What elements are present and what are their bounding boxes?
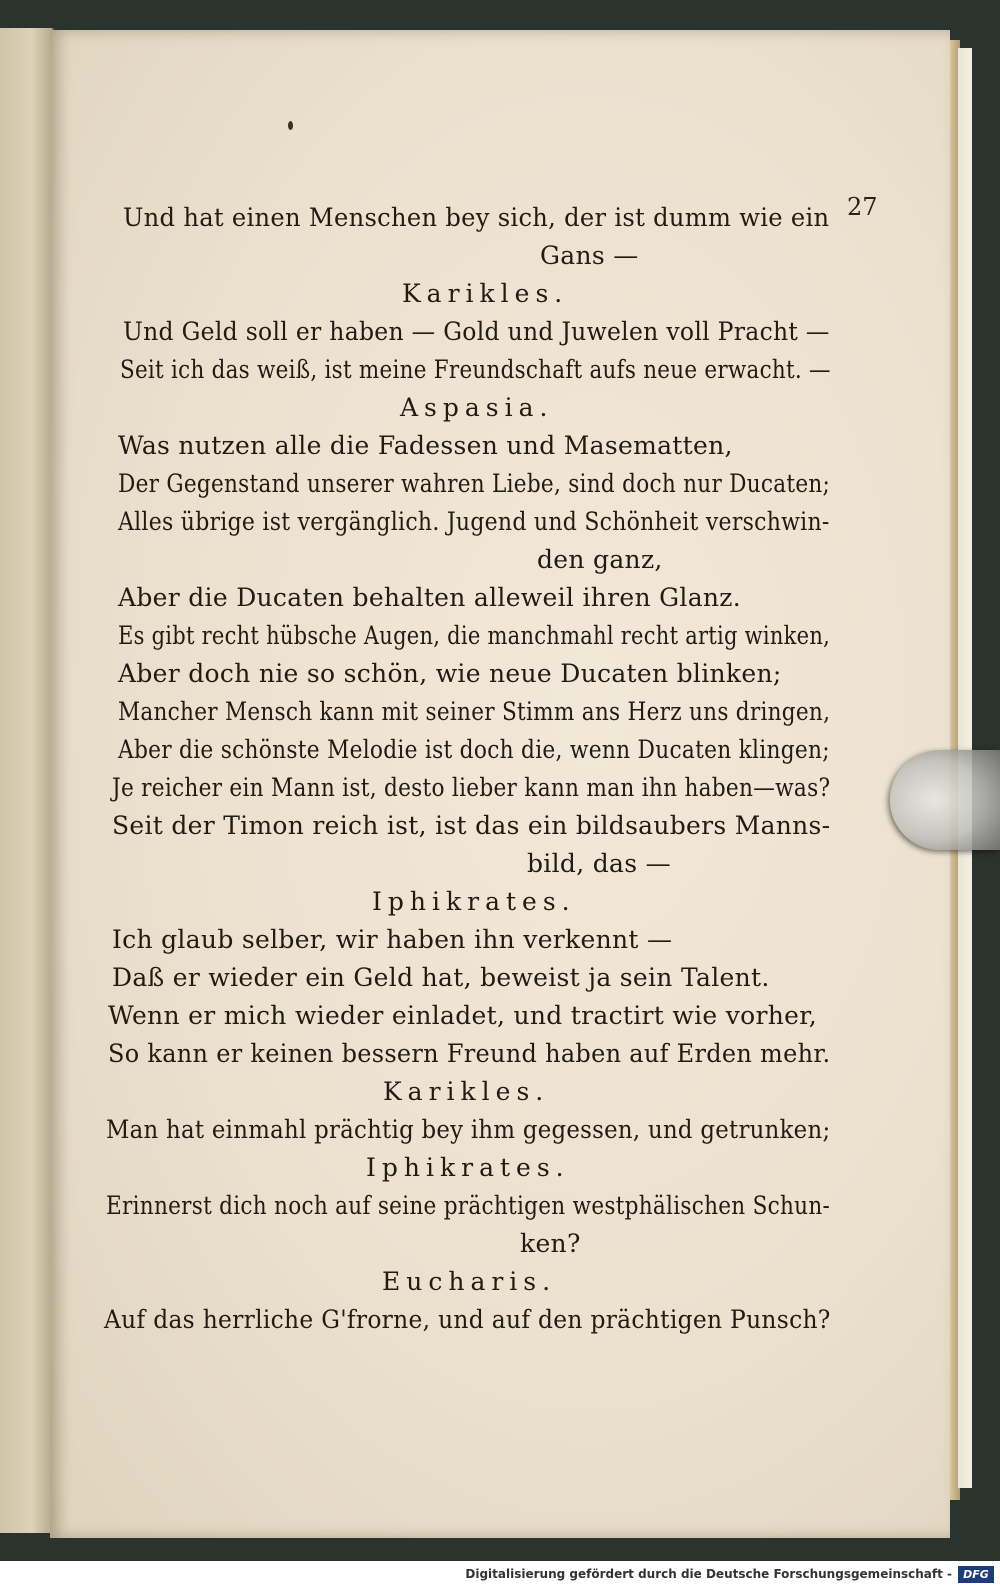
- text-line: Daß er wieder ein Geld hat, beweist ja sein Talent.: [112, 963, 770, 992]
- footer-credit: Digitalisierung gefördert durch die Deutsche Forschungsgemeinschaft -: [465, 1567, 952, 1581]
- text-line: Aber die schönste Melodie ist doch die, wenn Ducaten klingen;: [118, 735, 830, 764]
- speaker-name: Iphikrates.: [366, 1153, 570, 1182]
- text-line: Seit der Timon reich ist, ist das ein bildsaubers Manns-: [112, 811, 831, 840]
- text-line: Alles übrige ist vergänglich. Jugend und Schönheit verschwin-: [118, 507, 830, 536]
- text-line: Und hat einen Menschen bey sich, der ist dumm wie ein: [123, 203, 830, 232]
- text-line: Ich glaub selber, wir haben ihn verkennt —: [112, 925, 673, 954]
- text-line: Wenn er mich wieder einladet, und tractirt wie vorher,: [108, 1001, 818, 1030]
- text-line: Erinnerst dich noch auf seine prächtigen westphälischen Schun-: [106, 1191, 831, 1220]
- speaker-name: Karikles.: [402, 279, 569, 308]
- footer-bar: [0, 1561, 1000, 1589]
- text-line: Man hat einmahl prächtig bey ihm gegessen, und getrunken;: [106, 1115, 831, 1144]
- text-line: Es gibt recht hübsche Augen, die manchmahl recht artig winken,: [118, 621, 831, 650]
- text-line: Seit ich das weiß, ist meine Freundschaft aufs neue erwacht. —: [120, 355, 831, 384]
- ink-spot: [288, 121, 293, 130]
- speaker-name: Karikles.: [383, 1077, 550, 1106]
- text-line: Aber doch nie so schön, wie neue Ducaten blinken;: [118, 659, 782, 688]
- text-line: Mancher Mensch kann mit seiner Stimm ans Herz uns dringen,: [118, 697, 831, 726]
- text-line: Der Gegenstand unserer wahren Liebe, sind doch nur Ducaten;: [118, 469, 831, 498]
- text-line: Und Geld soll er haben — Gold und Juwelen voll Pracht —: [123, 317, 830, 346]
- text-line: Aber die Ducaten behalten alleweil ihren Glanz.: [118, 583, 742, 612]
- speaker-name: Eucharis.: [382, 1267, 557, 1296]
- speaker-name: Aspasia.: [400, 393, 554, 422]
- text-line: den ganz,: [537, 545, 663, 574]
- glass-page-clip: [890, 750, 1000, 850]
- text-line: Was nutzen alle die Fadessen und Masematten,: [118, 431, 733, 460]
- text-line: Je reicher ein Mann ist, desto lieber kann man ihn haben—was?: [112, 773, 831, 802]
- speaker-name: Iphikrates.: [372, 887, 576, 916]
- dfg-logo: DFG: [958, 1566, 994, 1583]
- text-line: ken?: [520, 1229, 581, 1258]
- left-page-edge: [0, 28, 54, 1533]
- text-line: Auf das herrliche G'frorne, und auf den prächtigen Punsch?: [104, 1305, 831, 1334]
- page-number: 27: [847, 193, 878, 221]
- text-line: So kann er keinen bessern Freund haben auf Erden mehr.: [108, 1039, 831, 1068]
- text-line: bild, das —: [527, 849, 671, 878]
- text-line: Gans —: [540, 241, 639, 270]
